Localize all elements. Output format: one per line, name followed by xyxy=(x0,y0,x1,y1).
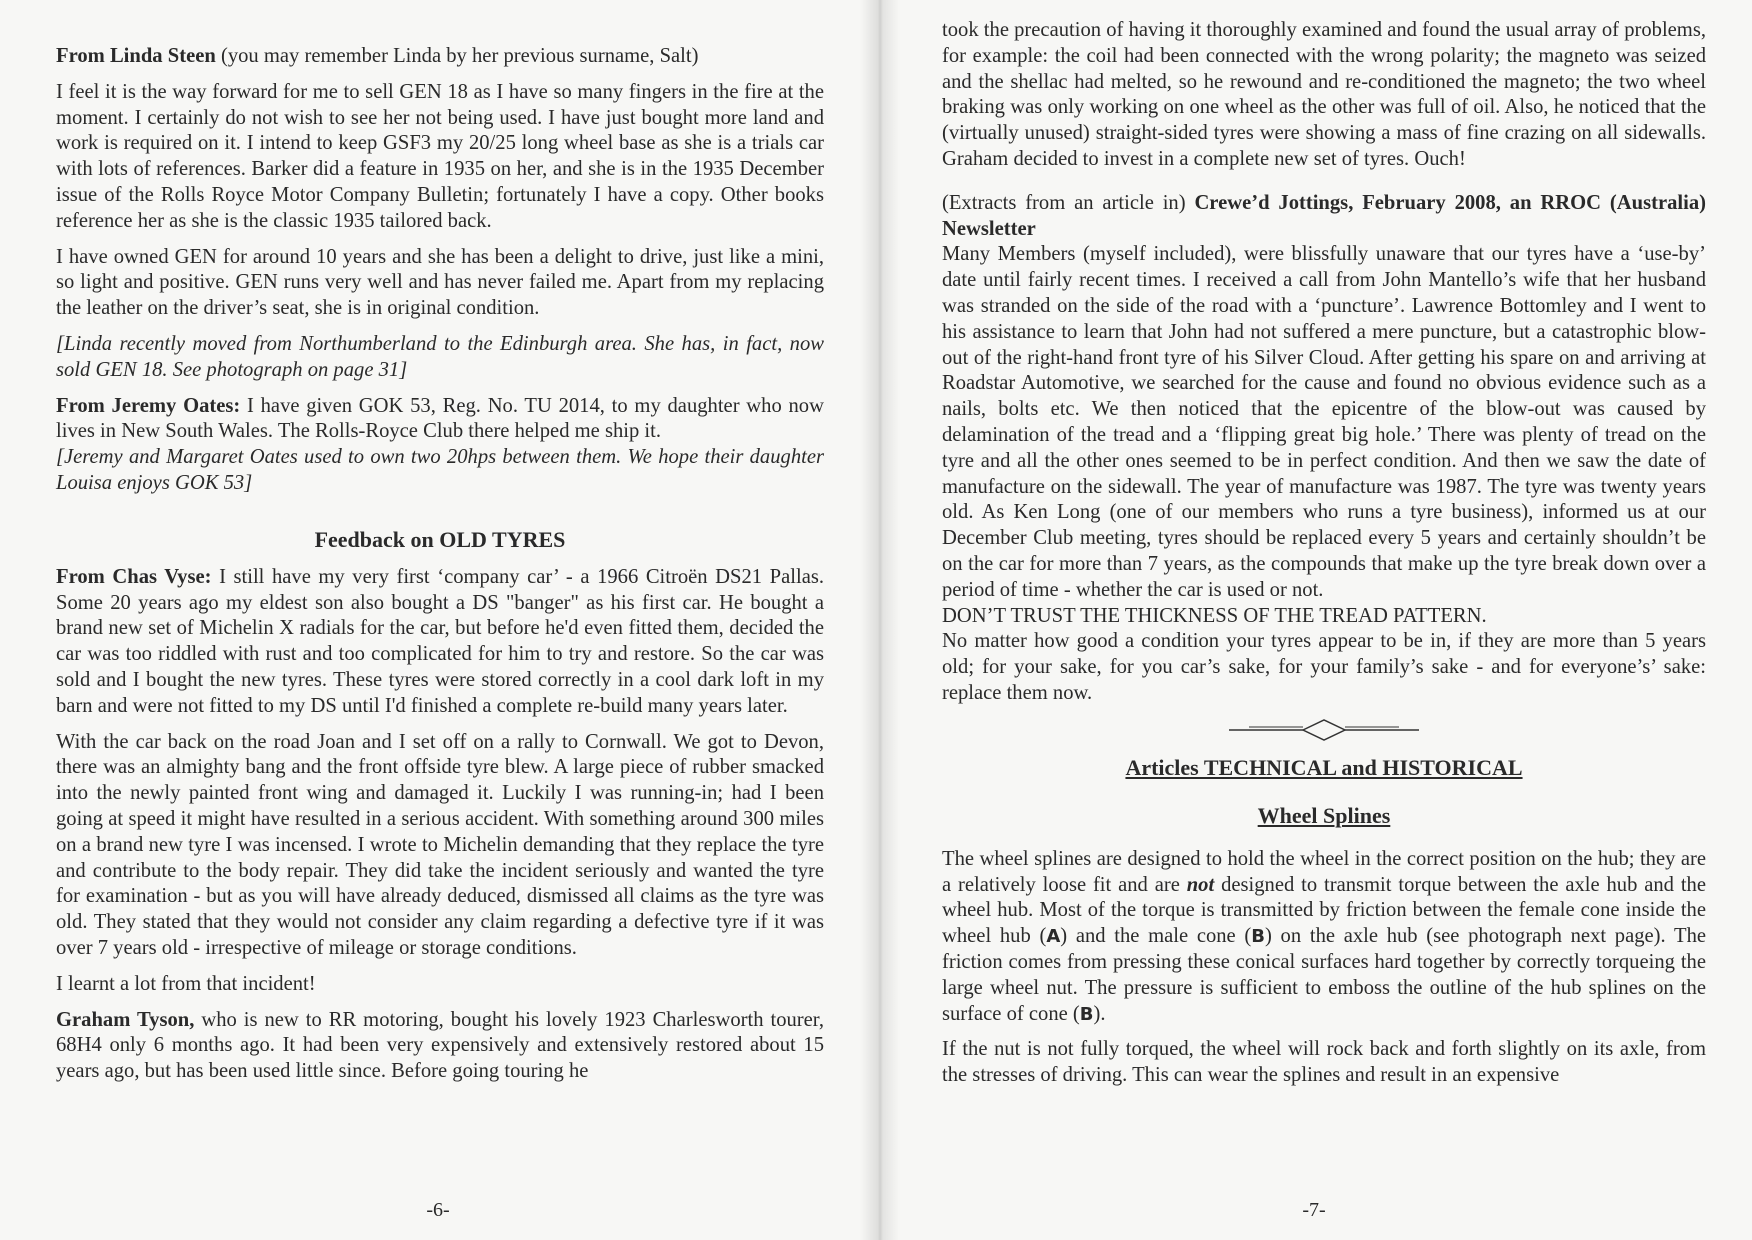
page-number-right: -7- xyxy=(1302,1199,1326,1221)
jeremy-oates-paragraph xyxy=(56,394,824,446)
wheel-splines-paragraph-1 xyxy=(942,847,1706,1028)
wheel-splines-paragraph-2: If the nut is not fully torqued, the wheel will rock back and forth slightly on its axle, from the stresses of driving. This can wear the splines and result in an expensive xyxy=(942,1038,1706,1087)
author-name: From Chas Vyse: xyxy=(56,565,212,588)
chas-vyse-paragraph-1 xyxy=(56,565,824,720)
editor-note-linda: [Linda recently moved from Northumberland to the Edinburgh area. She has, in fact, now sold GEN 18. See photograph on page 31] xyxy=(56,332,824,381)
text-run: The wheel splines are designed to hold the wheel in the correct position on the hub; they are a relatively loose fit and are xyxy=(942,847,1706,896)
paragraph-text: I still have my very first ‘company car’ - a 1966 Citroën DS21 Pallas. Some 20 years ago my eldest son also bought a DS "banger" as his first car. He bought a brand new set of Michelin X radials for the car, but before he'd even fitted them, decided the car was too riddled with rust and too complicated for him to try and restore. So the car was sold and I bought the new tyres. These tyres were stored correctly in a cool dark loft in my barn and were not fitted to my DS until I'd finished a complete re-build many years later. xyxy=(56,565,824,717)
label-b: B xyxy=(1079,1003,1094,1025)
author-name: Graham Tyson, xyxy=(56,1008,195,1031)
paragraph-text: I have given GOK 53, Reg. No. TU 2014, to my daughter who now lives in New South Wales. The Rolls-Royce Club there helped me ship it. xyxy=(56,394,824,443)
section-heading-old-tyres: Feedback on OLD TYRES xyxy=(314,526,566,552)
text-run: ) on the axle hub (see photograph next page). The friction comes from pressing these conical surfaces hard together by correctly torqueing the large wheel nut. The pressure is sufficient to emboss the outline of the hub splines on the surface of cone ( xyxy=(942,925,1707,1025)
linda-steen-paragraph-1: I feel it is the way forward for me to sell GEN 18 as I have so many fingers in the fire at the moment. I certainly do not wish to see her not being used. I have just bought more land and work is required on it. I intend to keep GSF3 my 20/25 long wheel base as she is a trials car with lots of references. Barker did a feature in 1935 on her, and she is in the 1935 December issue of the Rolls Royce Motor Company Bulletin; fortunately I have a copy. Other books reference her as she is the classic 1935 tailored back. xyxy=(56,80,824,232)
subheading-wheel-splines: Wheel Splines xyxy=(1257,802,1391,828)
text-run: ) and the male cone ( xyxy=(1060,925,1252,948)
book-gutter-shadow xyxy=(860,0,900,1240)
editor-note-jeremy: [Jeremy and Margaret Oates used to own two 20hps between them. We hope their daughter Louisa enjoys GOK 53] xyxy=(56,446,824,494)
right-page xyxy=(876,0,1752,1240)
graham-tyson-paragraph xyxy=(56,1008,824,1085)
newsletter-title: Crewe’d Jottings, February 2008, an RROC (Australia) Newsletter xyxy=(942,191,1706,240)
section-heading-technical: Articles TECHNICAL and HISTORICAL xyxy=(1125,754,1523,780)
chas-vyse-paragraph-3: I learnt a lot from that incident! xyxy=(56,972,316,995)
chas-vyse-paragraph-2: With the car back on the road Joan and I set off on a rally to Cornwall. We got to Devon, there was an almighty bang and the front offside tyre blew. A large piece of rubber smacked into the newly painted front wing and damaged it. Luckily I was running-in; had I been going at speed it might have resulted in a serious accident. With something around 300 miles on a brand new tyre I was incensed. I wrote to Michelin demanding that they replace the tyre and contribute to the body repair. They did take the incident seriously and wanted the tyre for examination - but as you will have already deduced, dismissed all claims as the tyre was old. They stated that they would not consider any claim regarding a defective tyre if it was over 7 years old - irrespective of mileage or storage conditions. xyxy=(56,730,824,959)
linda-steen-paragraph-2: I have owned GEN for around 10 years and she has been a delight to drive, just like a mini, so light and positive. GEN runs very well and has never failed me. Apart from my replacing the leather on the driver’s seat, she is in original condition. xyxy=(56,245,824,320)
author-name: From Jeremy Oates: xyxy=(56,394,241,417)
text-run: ). xyxy=(1093,1002,1106,1025)
extract-source-line xyxy=(942,191,1706,243)
warning-caps-line: DON’T TRUST THE THICKNESS OF THE TREAD PATTERN. xyxy=(942,604,1487,627)
graham-tyson-continued: took the precaution of having it thoroughly examined and found the usual array of problems, for example: the coil had been connected with the wrong polarity; the magneto was seized and the shellac had melted, so he rewound and re-conditioned the magneto; the two wheel braking was only working on one wheel as the other was full of oil. Also, he noticed that the (virtually unused) straight-sided tyres were showing a mass of fine crazing on all sidewalls. Graham decided to invest in a complete new set of tyres. Ouch! xyxy=(942,19,1706,170)
extract-lead: (Extracts from an article in) xyxy=(942,191,1195,214)
emphasis-not: not xyxy=(1186,873,1215,896)
diamond-divider-icon xyxy=(1229,717,1419,743)
author-note: (you may remember Linda by her previous surname, Salt) xyxy=(215,45,699,67)
text-run: designed to transmit torque between the axle hub and the wheel hub. Most of the torque is transmitted by friction between the female cone inside the wheel hub ( xyxy=(942,873,1706,948)
label-a: A xyxy=(1046,926,1061,948)
page-number-left: -6- xyxy=(426,1199,450,1221)
linda-steen-intro xyxy=(56,44,824,70)
label-b: B xyxy=(1251,926,1265,948)
crewed-jottings-paragraph: Many Members (myself included), were blissfully unaware that our tyres have a ‘use-by’ date until fairly recent times. I received a call from John Mantello’s wife that her husband was stranded on the side of the road with a ‘puncture’. Lawrence Bottomley and I went to his assistance to learn that John had not suffered a mere puncture, but a catastrophic blow-out of the right-hand front tyre of his Silver Cloud. After getting his spare on and arriving at Roadstar Automotive, we searched for the cause and found no obvious evidence such as a nails, bolts etc. We then noticed that the epicentre of the blow-out was caused by delamination of the tread and a ‘flipping great big hole.’ There was plenty of tread on the tyre and all the other ones seemed to be in perfect condition. And then we saw the date of manufacture on the sidewall. The year of manufacture was 1987. The tyre was twenty years old. As Ken Long (one of our members who runs a tyre business), informed us at our December Club meeting, tyres should be replaced every 5 years and certainly shouldn’t be on the car for more than 7 years, as the compounds that make up the tyre break down over a period of time - whether the car is used or not. xyxy=(942,243,1706,601)
paragraph-text: who is new to RR motoring, bought his lovely 1923 Charlesworth tourer, 68H4 only 6 months ago. It had been very expensively and extensively restored about 15 years ago, but has been used little since. Before going touring he xyxy=(56,1008,824,1083)
crewed-jottings-conclusion: No matter how good a condition your tyres appear to be in, if they are more than 5 years old; for your sake, for you car’s sake, for your family’s sake - and for everyone’s’ sake: replace them now. xyxy=(942,630,1706,704)
divider-ornament xyxy=(942,717,1706,743)
author-name: From Linda Steen xyxy=(56,45,216,67)
